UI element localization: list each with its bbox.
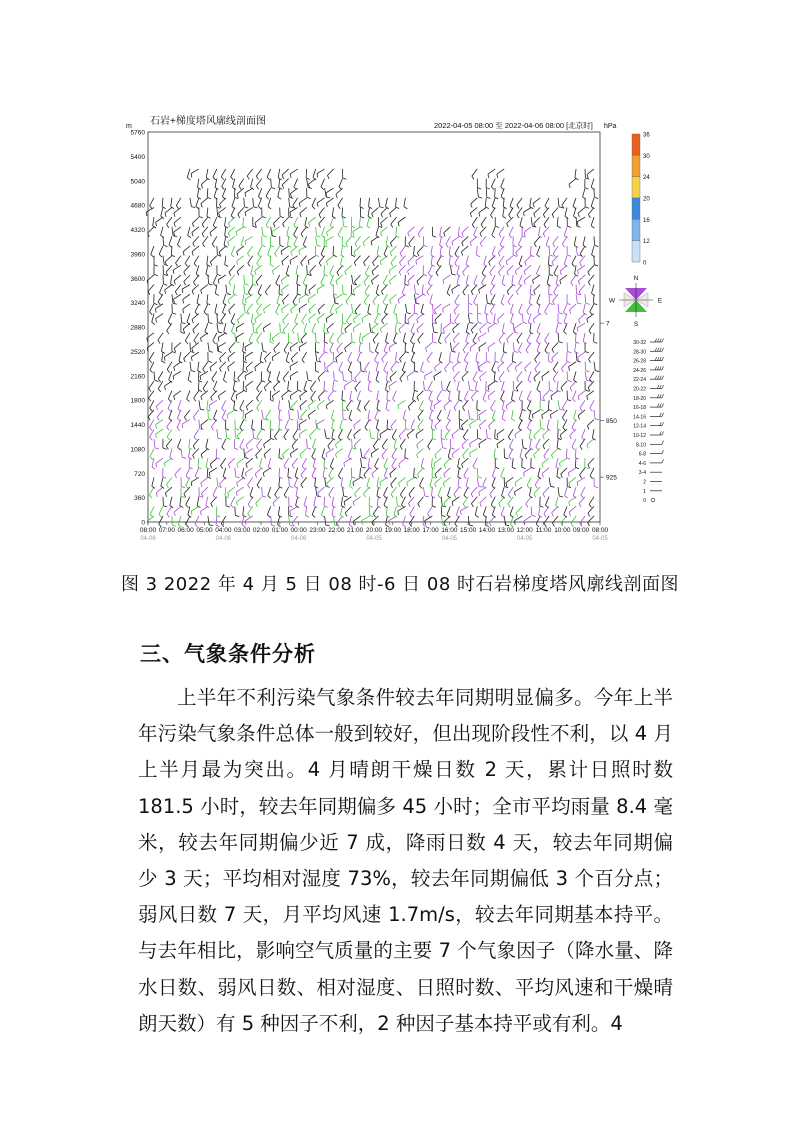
speed-legend-feather [660, 422, 662, 426]
wind-barb-flag [552, 523, 554, 526]
colorbar-label: 0 [643, 260, 647, 267]
speed-legend-label: 4-6 [638, 460, 646, 467]
speed-legend-feather [655, 348, 657, 352]
figure-caption: 图 3 2022 年 4 月 5 日 08 时-6 日 08 时石岩梯度塔风廓线剖面图 [120, 574, 680, 595]
speed-legend-label: 28-30 [633, 349, 646, 356]
x-date-label: 04-05 [516, 536, 533, 542]
x-tick-label: 18:00 [403, 527, 420, 534]
compass-label-w: W [608, 297, 616, 305]
y-tick-label: 1440 [130, 422, 145, 429]
section-heading: 三、气象条件分析 [140, 642, 316, 666]
x-tick-label: 15:00 [460, 527, 477, 534]
x-date-label: 04-06 [140, 536, 156, 542]
compass-label-e: E [657, 297, 663, 305]
wind-barb-flag [489, 523, 491, 527]
speed-legend-feather [662, 366, 664, 370]
x-tick-label: 08:00 [591, 527, 609, 534]
speed-legend-feather [660, 348, 662, 352]
x-tick-label: 03:00 [234, 527, 251, 534]
wind-barb [270, 391, 271, 400]
colorbar-segment [632, 219, 640, 240]
y-tick-label: 360 [134, 495, 145, 503]
speed-legend-label: 2 [643, 479, 646, 486]
x-tick-label: 20:00 [365, 527, 383, 534]
x-tick-label: 10:00 [554, 527, 571, 534]
wind-barb [261, 420, 262, 429]
speed-legend-feather [660, 385, 662, 389]
x-tick-label: 14:00 [478, 527, 496, 534]
y-tick-label: 2160 [130, 373, 145, 381]
x-date-label: 04-06 [290, 536, 307, 542]
y-tick-label: 1800 [130, 397, 145, 405]
x-tick-label: 05:00 [196, 527, 213, 534]
speed-legend-feather [662, 394, 664, 398]
colorbar-segment [632, 134, 640, 155]
colorbar-label: 24 [643, 175, 650, 182]
speed-legend-feather [655, 376, 657, 380]
wind-barb-flag [290, 525, 294, 526]
speed-legend-feather [660, 366, 662, 370]
speed-legend-label: 3-4 [638, 470, 646, 477]
colorbar-segment [632, 177, 640, 198]
wind-barb [360, 198, 361, 207]
figure-title: 石岩+梯度塔风廓线剖面图 [150, 116, 266, 127]
wind-barb [352, 439, 353, 448]
x-tick-label: 19:00 [384, 527, 401, 534]
wind-barb-flag [271, 525, 275, 526]
x-tick-label: 00:00 [290, 527, 307, 534]
y-tick-label: 5040 [130, 178, 145, 186]
speed-legend-label: 8-10 [635, 442, 646, 449]
colorbar-label: 16 [643, 217, 650, 224]
speed-legend-label: 1 [643, 488, 646, 495]
x-tick-label: 08:00 [139, 527, 157, 534]
wind-barb [576, 285, 577, 294]
y-tick-label: 0 [141, 519, 145, 527]
wind-barb [198, 371, 199, 380]
x-date-label: 04-05 [366, 536, 382, 542]
colorbar-segment [632, 198, 640, 219]
y-tick-label: 4320 [130, 227, 145, 234]
speed-legend-feather [657, 348, 659, 352]
speed-legend-feather [662, 348, 664, 352]
speed-legend-label: 24-26 [633, 367, 646, 374]
wind-barb [333, 246, 334, 255]
speed-legend-feather [660, 339, 662, 343]
wind-barb-flag [588, 522, 590, 526]
wind-barb [307, 439, 308, 448]
wind-barb [261, 371, 262, 380]
compass-label-s: S [633, 321, 639, 328]
speed-legend-feather [662, 432, 664, 436]
x-date-label: 04-05 [441, 536, 458, 542]
pressure-label: 925 [606, 474, 617, 482]
body-text [138, 680, 673, 1042]
speed-legend-feather [660, 432, 662, 436]
speed-legend-feather [662, 404, 664, 408]
x-tick-label: 13:00 [497, 527, 514, 534]
speed-legend-feather [657, 404, 659, 408]
pressure-label: 7 [606, 320, 610, 328]
wind-barb [262, 487, 263, 496]
colorbar-segment [632, 155, 640, 176]
y-tick-label: 2880 [130, 324, 145, 332]
speed-legend-label: 12-14 [633, 423, 646, 430]
x-tick-label: 11:00 [535, 527, 552, 534]
speed-legend-label: 18-20 [633, 395, 646, 402]
speed-legend-feather [657, 357, 659, 361]
wind-barb [217, 246, 218, 255]
colorbar-segment [632, 241, 640, 262]
speed-legend-feather [660, 376, 662, 380]
wind-barb-flag [469, 525, 473, 526]
x-tick-label: 21:00 [347, 527, 364, 534]
wind-barb [486, 381, 487, 390]
colorbar-label: 36 [643, 132, 650, 139]
color-bar [632, 133, 650, 267]
wind-barb [306, 169, 307, 178]
speed-legend-feather [662, 450, 664, 454]
speed-legend-feather [660, 404, 662, 408]
speed-legend-calm [651, 498, 655, 502]
wind-barb [225, 420, 226, 429]
y-tick-label: 1080 [130, 446, 145, 454]
speed-legend-feather [657, 385, 659, 389]
colorbar-label: 30 [643, 153, 650, 160]
unit-right: hPa [604, 123, 617, 130]
x-tick-label: 06:00 [177, 527, 194, 534]
time-range: 2022-04-05 08:00 至 2022-04-06 08:00 [北京时] [434, 121, 593, 130]
speed-legend-feather [655, 339, 657, 343]
speed-legend-label: 14-16 [633, 414, 646, 421]
y-tick-label: 5400 [130, 153, 145, 161]
speed-legend-label: 30-32 [633, 340, 646, 346]
wind-barb [163, 265, 164, 274]
y-tick-label: 5760 [130, 129, 145, 137]
speed-legend-feather [662, 339, 664, 343]
wind-barb [297, 285, 298, 294]
speed-legend-feather [655, 366, 657, 370]
speed-legend-label: 20-22 [633, 386, 646, 393]
paragraph: 上半年不利污染气象条件较去年同期明显偏多。今年上半年污染气象条件总体一般到较好，但出现阶段性不利，以 4 月上半月最为突出。4 月晴朗干燥日数 2 天，累计日照时数 181.5 小时，较去年同期偏多 45 小时；全市平均雨量 8.4 毫米，较去年同期偏少近 7 成，降雨日数 4 天，较去年同期偏少 3 天；平均相对湿度 73%，较去年同期偏低 3 个百分点；弱风日数 7 天，月平均风速 1.7m/s，较去年同期基本持平。与去年相比，影响空气质量的主要 7 个气象因子（降水量、降水日数、弱风日数、相对湿度、日照时数、平均风速和干燥晴朗天数）有 5 种因子不利，2 种因子基本持平或有利。4 [138, 686, 673, 1035]
y-tick-label: 2520 [130, 348, 145, 356]
wind-barb-flag [372, 522, 373, 526]
speed-legend-feather [662, 385, 664, 389]
speed-legend-feather [662, 413, 664, 417]
y-tick-label: 720 [134, 470, 145, 478]
wind-barb [459, 420, 460, 429]
x-tick-label: 22:00 [328, 527, 345, 534]
y-tick-label: 3240 [130, 300, 145, 308]
colorbar-label: 20 [643, 196, 650, 203]
wind-barb [495, 429, 496, 438]
x-tick-label: 02:00 [252, 527, 270, 534]
x-tick-label: 07:00 [158, 527, 175, 534]
speed-legend-feather [655, 357, 657, 361]
x-tick-label: 12:00 [516, 527, 533, 534]
wind-barb-flag [209, 525, 213, 526]
speed-legend-label: 16-18 [633, 405, 646, 412]
speed-legend-feather [662, 422, 664, 426]
speed-legend-label: 0 [643, 498, 646, 505]
x-tick-label: 17:00 [422, 527, 439, 534]
pressure-labels [600, 321, 617, 482]
speed-legend-label: 6-8 [638, 451, 646, 458]
y-tick-label: 3600 [130, 275, 145, 283]
wind-barb-flag [146, 212, 147, 216]
x-tick-label: 16:00 [441, 527, 458, 534]
compass-label-n: N [633, 275, 639, 282]
wind-barb-flag [326, 525, 330, 526]
speed-legend-feather [660, 357, 662, 361]
wind-barb [234, 439, 235, 448]
x-tick-label: 09:00 [573, 527, 590, 534]
speed-legend-feather [657, 366, 659, 370]
x-date-label: 04-06 [215, 536, 232, 542]
speed-legend-label: 22-24 [633, 377, 646, 384]
speed-legend-feather [660, 394, 662, 398]
wind-barb [325, 362, 326, 371]
unit-left: m [126, 123, 132, 130]
x-tick-label: 04:00 [215, 527, 232, 534]
x-date-label: 04-05 [592, 536, 608, 542]
speed-legend-feather [662, 357, 664, 361]
x-tick-label: 01:00 [271, 527, 288, 534]
compass-icon [609, 275, 663, 328]
wind-barb-flag [505, 525, 509, 526]
wind-profile-figure [118, 112, 678, 552]
wind-barb [235, 506, 236, 515]
speed-legend-label: 26-28 [633, 358, 646, 365]
y-axis [131, 130, 146, 527]
speed-legend-feather [662, 376, 664, 380]
speed-legend-feather [662, 459, 664, 463]
pressure-label: 850 [606, 418, 617, 426]
speed-legend [633, 339, 663, 505]
colorbar-label: 12 [643, 239, 650, 246]
wind-barb [190, 342, 191, 351]
wind-barb [594, 236, 595, 245]
y-tick-label: 3960 [130, 251, 145, 259]
speed-legend-feather [657, 394, 659, 398]
y-tick-label: 4680 [130, 202, 145, 210]
speed-legend-feather [662, 441, 664, 445]
speed-legend-feather [657, 376, 659, 380]
x-tick-label: 23:00 [309, 527, 326, 534]
speed-legend-feather [657, 339, 659, 343]
speed-legend-feather [660, 413, 662, 417]
speed-legend-label: 10-12 [633, 433, 646, 439]
